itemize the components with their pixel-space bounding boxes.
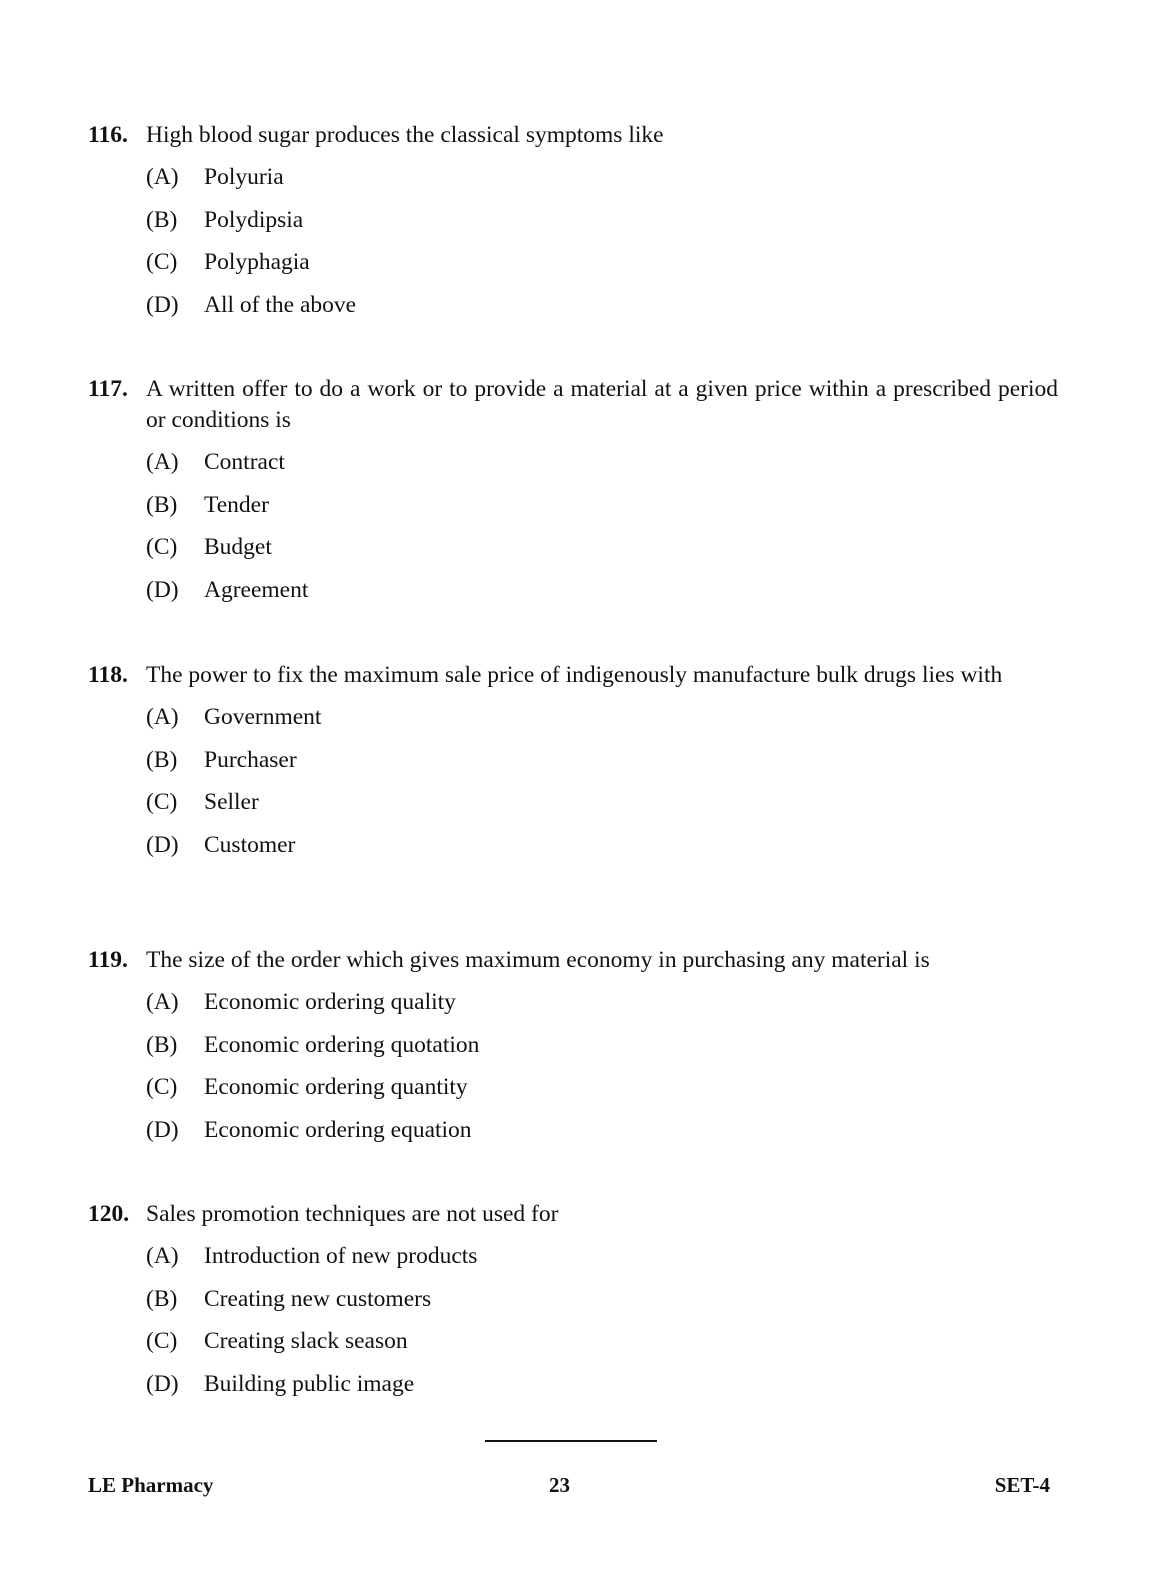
- option-text: Budget: [204, 534, 272, 560]
- option-letter: (D): [146, 1370, 179, 1397]
- option-d: [146, 290, 1058, 333]
- question-116: [88, 120, 1058, 332]
- option-a: [146, 702, 1058, 745]
- question-stem: [88, 945, 1058, 976]
- question-stem: [88, 660, 1058, 691]
- option-b: [146, 1030, 1058, 1073]
- option-text: All of the above: [204, 291, 357, 318]
- option-letter: (D): [146, 576, 179, 603]
- option-b: [146, 1284, 1058, 1327]
- option-letter: (C): [146, 789, 178, 815]
- option-text: Contract: [204, 449, 285, 475]
- end-divider: [485, 1440, 657, 1442]
- option-d: [146, 1369, 1058, 1412]
- option-letter: (B): [146, 1031, 178, 1058]
- option-text: Purchaser: [204, 746, 297, 773]
- question-stem: [88, 374, 1058, 436]
- question-stem: [88, 1199, 1058, 1230]
- options-list: [88, 162, 1058, 332]
- option-text: Agreement: [204, 576, 309, 603]
- question-number: 117.: [88, 376, 128, 402]
- option-c: [146, 787, 1058, 830]
- option-letter: (D): [146, 831, 179, 858]
- option-text: Economic ordering equation: [204, 1116, 472, 1143]
- option-letter: (D): [146, 1116, 179, 1143]
- option-text: Economic ordering quotation: [204, 1031, 480, 1058]
- option-letter: (A): [146, 704, 179, 730]
- question-118: [88, 660, 1058, 872]
- option-text: Seller: [204, 789, 259, 815]
- option-text: Building public image: [204, 1370, 415, 1397]
- footer-page-number: 23: [549, 1473, 570, 1497]
- option-a: [146, 1241, 1058, 1284]
- question-stem: [88, 120, 1058, 151]
- option-letter: (B): [146, 1285, 178, 1312]
- option-c: [146, 1072, 1058, 1115]
- option-text: Economic ordering quality: [204, 989, 456, 1015]
- question-text: High blood sugar produces the classical symptoms like: [146, 122, 664, 148]
- option-text: Creating slack season: [204, 1328, 408, 1354]
- option-letter: (B): [146, 491, 178, 518]
- option-a: [146, 447, 1058, 490]
- option-text: Polydipsia: [204, 206, 304, 233]
- option-letter: (A): [146, 989, 179, 1015]
- options-list: [88, 987, 1058, 1157]
- option-text: Creating new customers: [204, 1285, 432, 1312]
- question-119: [88, 945, 1058, 1157]
- option-d: [146, 1115, 1058, 1158]
- option-text: Polyuria: [204, 164, 284, 190]
- option-letter: (C): [146, 534, 178, 560]
- question-117: [88, 374, 1058, 617]
- question-number: 119.: [88, 947, 128, 973]
- option-a: [146, 987, 1058, 1030]
- option-c: [146, 247, 1058, 290]
- option-text: Tender: [204, 491, 269, 518]
- question-text: The power to fix the maximum sale price of indigenously manufacture bulk drugs lies with: [146, 662, 1003, 688]
- question-text: A written offer to do a work or to provide a material at a given price within a prescribed period or conditions is: [146, 376, 1058, 433]
- option-letter: (B): [146, 746, 178, 773]
- option-text: Economic ordering quantity: [204, 1074, 468, 1100]
- option-letter: (D): [146, 291, 179, 318]
- option-letter: (C): [146, 1074, 178, 1100]
- question-text: Sales promotion techniques are not used for: [146, 1201, 559, 1227]
- option-letter: (A): [146, 449, 179, 475]
- option-d: [146, 830, 1058, 873]
- option-letter: (A): [146, 164, 179, 190]
- footer-set: SET-4: [994, 1473, 1050, 1497]
- option-letter: (A): [146, 1243, 179, 1269]
- question-number: 118.: [88, 662, 128, 688]
- option-letter: (B): [146, 206, 178, 233]
- options-list: [88, 702, 1058, 872]
- option-letter: (C): [146, 1328, 178, 1354]
- option-text: Customer: [204, 831, 296, 858]
- question-text: The size of the order which gives maximum economy in purchasing any material is: [146, 947, 930, 973]
- option-b: [146, 490, 1058, 533]
- question-number: 120.: [88, 1201, 130, 1227]
- option-text: Polyphagia: [204, 249, 310, 275]
- option-b: [146, 205, 1058, 248]
- option-c: [146, 1326, 1058, 1369]
- question-120: [88, 1199, 1058, 1411]
- option-d: [146, 575, 1058, 618]
- option-c: [146, 532, 1058, 575]
- option-b: [146, 745, 1058, 788]
- option-a: [146, 162, 1058, 205]
- footer-subject: LE Pharmacy: [88, 1473, 214, 1497]
- option-text: Government: [204, 704, 322, 730]
- option-letter: (C): [146, 249, 178, 275]
- option-text: Introduction of new products: [204, 1243, 478, 1269]
- options-list: [88, 1241, 1058, 1411]
- question-number: 116.: [88, 122, 128, 148]
- options-list: [88, 447, 1058, 617]
